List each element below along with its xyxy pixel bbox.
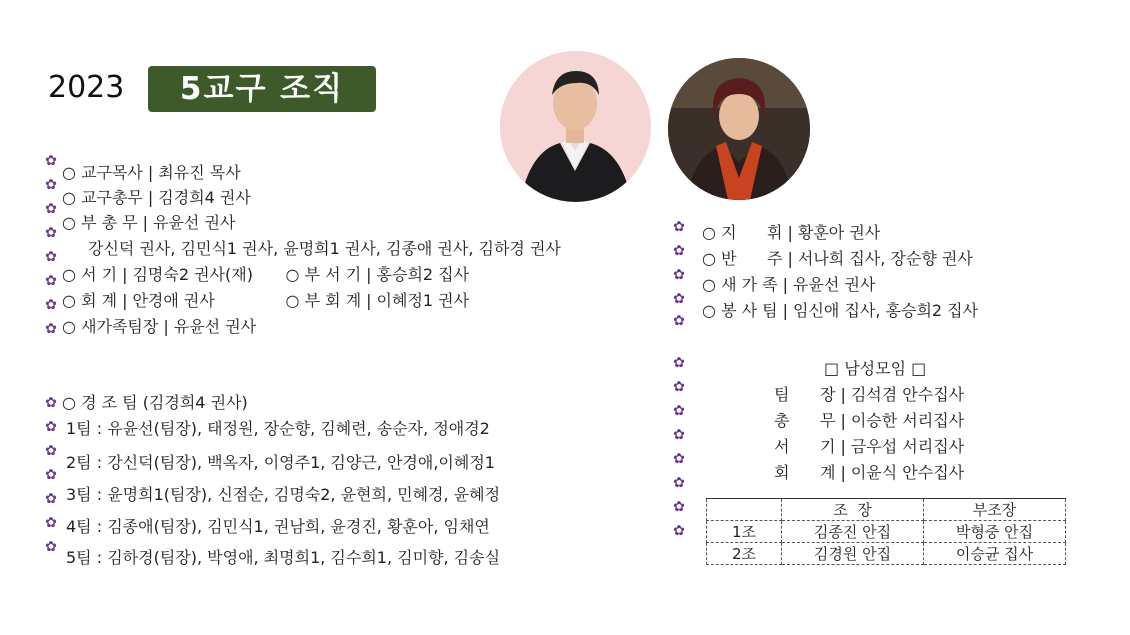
mens-group-row: 총 무 | 이승한 서리집사 xyxy=(774,411,965,430)
condolence-team-row: 5팀 : 김하경(팀장), 박영애, 최명희1, 김수희1, 김미향, 김송실 xyxy=(66,548,501,567)
row-treasurer: ○ 회 계 | 안경애 권사 ○ 부 회 계 | 이혜정1 권사 xyxy=(62,288,469,311)
row-district-secretary-general: ○ 교구총무 | 김경희4 권사 xyxy=(62,188,251,207)
condolence-team-row: 1팀 : 유윤선(팀장), 태정원, 장순향, 김혜련, 송순자, 정애경2 xyxy=(66,419,490,438)
flower-icon: ✿ xyxy=(45,321,57,337)
bullet-icon: ○ xyxy=(62,163,76,182)
bullet-icon: ○ xyxy=(285,291,300,310)
flower-icon: ✿ xyxy=(673,427,685,443)
role-label: 봉 사 팀 xyxy=(721,301,778,320)
bullet-icon: ○ xyxy=(62,188,76,207)
flower-icon: ✿ xyxy=(45,395,57,411)
role-label: 서 기 xyxy=(81,265,118,284)
role-value: 유윤선 권사 xyxy=(153,213,236,232)
role-value: 김명숙2 권사(재) xyxy=(132,265,253,284)
flower-icon: ✿ xyxy=(45,515,57,531)
left-bottom-vine-decoration xyxy=(44,394,58,564)
table-cell: 박형중 안집 xyxy=(924,521,1066,543)
mens-group-row: 서 기 | 금우섭 서리집사 xyxy=(774,437,965,456)
flower-icon: ✿ xyxy=(673,355,685,371)
table-cell: 1조 xyxy=(707,521,782,543)
row-new-family: ○ 새 가 족 | 유윤선 권사 xyxy=(702,275,876,294)
flower-icon: ✿ xyxy=(45,225,57,241)
role-label: 부 서 기 xyxy=(304,265,362,284)
row-district-pastor: ○ 교구목사 | 최유진 목사 xyxy=(62,163,241,182)
flower-icon: ✿ xyxy=(45,201,57,217)
role-value: 홍승희2 집사 xyxy=(376,265,470,284)
year-label: 2023 xyxy=(48,70,125,105)
row-vice-secretary-members: 강신덕 권사, 김민식1 권사, 윤명희1 권사, 김종애 권사, 김하경 권사 xyxy=(88,239,561,258)
bullet-icon: ○ xyxy=(702,223,716,242)
bullet-icon: ○ xyxy=(285,265,300,284)
pastor-photo xyxy=(500,51,651,202)
role-label: 회 계 xyxy=(81,291,118,310)
row-clerk: ○ 서 기 | 김명숙2 권사(재) ○ 부 서 기 | 홍승희2 집사 xyxy=(62,262,469,285)
row-service-team: ○ 봉 사 팀 | 임신애 집사, 홍승희2 집사 xyxy=(702,301,979,320)
flower-icon: ✿ xyxy=(45,467,57,483)
bullet-icon: ○ xyxy=(702,301,716,320)
role-value: 임신애 집사, 홍승희2 집사 xyxy=(793,301,979,320)
bullet-icon: ○ xyxy=(62,317,76,336)
row-accompanist: ○ 반 주 | 서나희 집사, 장순향 권사 xyxy=(702,249,973,268)
row-new-family-leader: ○ 새가족팀장 | 유윤선 권사 xyxy=(62,317,257,336)
role-value: 유윤선 권사 xyxy=(793,275,876,294)
flower-icon: ✿ xyxy=(673,313,685,329)
role-label: 교구목사 xyxy=(81,163,143,182)
right-top-vine-decoration xyxy=(672,218,686,328)
flower-icon: ✿ xyxy=(45,419,57,435)
left-top-vine-decoration xyxy=(44,152,58,342)
condolence-team-heading: ○ 경 조 팀 (김경희4 권사) xyxy=(62,393,248,412)
flower-icon: ✿ xyxy=(45,249,57,265)
row-vice-secretary-general: ○ 부 총 무 | 유윤선 권사 xyxy=(62,213,236,232)
flower-icon: ✿ xyxy=(673,219,685,235)
flower-icon: ✿ xyxy=(45,273,57,289)
bullet-icon: ○ xyxy=(62,393,76,412)
table-cell: 김경원 안집 xyxy=(782,543,924,565)
right-bottom-vine-decoration xyxy=(672,354,686,544)
flower-icon: ✿ xyxy=(673,475,685,491)
role-label: 반 주 xyxy=(721,249,783,268)
flower-icon: ✿ xyxy=(45,491,57,507)
leader-photo xyxy=(668,58,810,200)
row-conductor: ○ 지 휘 | 황훈아 권사 xyxy=(702,223,881,242)
bullet-icon: ○ xyxy=(62,213,76,232)
flower-icon: ✿ xyxy=(45,177,57,193)
flower-icon: ✿ xyxy=(45,539,57,555)
bullet-icon: ○ xyxy=(62,265,76,284)
bullet-icon: ○ xyxy=(702,249,716,268)
table-cell: 2조 xyxy=(707,543,782,565)
page-title: 5교구 조직 xyxy=(148,66,376,112)
flower-icon: ✿ xyxy=(673,267,685,283)
role-value: 이혜정1 권사 xyxy=(376,291,470,310)
flower-icon: ✿ xyxy=(45,297,57,313)
bullet-icon: ○ xyxy=(702,275,716,294)
flower-icon: ✿ xyxy=(673,291,685,307)
mens-group-heading: □ 남성모임 □ xyxy=(824,359,927,378)
flower-icon: ✿ xyxy=(673,499,685,515)
bullet-icon: ○ xyxy=(62,291,76,310)
condolence-team-row: 2팀 : 강신덕(팀장), 백옥자, 이영주1, 김양근, 안경애,이혜정1 xyxy=(66,453,495,472)
mens-groups-table xyxy=(706,498,1066,565)
role-label: 교구총무 xyxy=(81,188,143,207)
mens-group-row: 팀 장 | 김석겸 안수집사 xyxy=(774,385,965,404)
flower-icon: ✿ xyxy=(673,451,685,467)
table-header-cell: 부조장 xyxy=(924,499,1066,521)
table-cell: 이승균 집사 xyxy=(924,543,1066,565)
table-header-cell xyxy=(707,499,782,521)
table-row xyxy=(707,521,1066,543)
role-value: 서나희 집사, 장순향 권사 xyxy=(797,249,973,268)
role-value: 황훈아 권사 xyxy=(797,223,881,242)
flower-icon: ✿ xyxy=(45,153,57,169)
role-label: 부 회 계 xyxy=(304,291,362,310)
mens-group-row: 회 계 | 이윤식 안수집사 xyxy=(774,463,965,482)
role-label: 부 총 무 xyxy=(81,213,138,232)
role-label: 새가족팀장 xyxy=(81,317,159,336)
condolence-team-row: 3팀 : 윤명희1(팀장), 신점순, 김명숙2, 윤현희, 민혜경, 윤혜정 xyxy=(66,485,501,504)
role-value: 유윤선 권사 xyxy=(173,317,257,336)
condolence-team-row: 4팀 : 김종애(팀장), 김민식1, 권남희, 윤경진, 황훈아, 임채연 xyxy=(66,517,490,536)
role-value: 김경희4 권사 xyxy=(158,188,251,207)
role-value: 안경애 권사 xyxy=(132,291,215,310)
role-label: 새 가 족 xyxy=(721,275,778,294)
flower-icon: ✿ xyxy=(673,379,685,395)
flower-icon: ✿ xyxy=(45,443,57,459)
flower-icon: ✿ xyxy=(673,403,685,419)
table-row xyxy=(707,543,1066,565)
table-header-row xyxy=(707,499,1066,521)
flower-icon: ✿ xyxy=(673,243,685,259)
table-cell: 김종진 안집 xyxy=(782,521,924,543)
table-header-cell: 조 장 xyxy=(782,499,924,521)
flower-icon: ✿ xyxy=(673,523,685,539)
role-value: 최유진 목사 xyxy=(158,163,241,182)
role-label: 지 휘 xyxy=(721,223,783,242)
